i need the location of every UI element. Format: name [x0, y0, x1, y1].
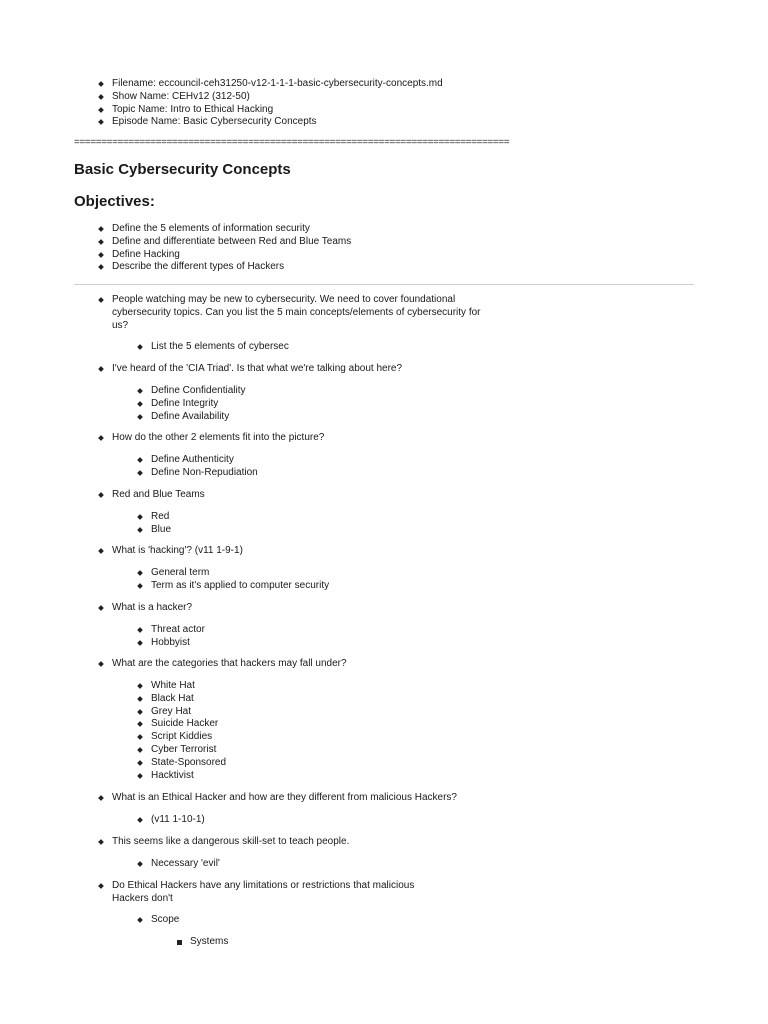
- question-item: [112, 880, 432, 906]
- sub-list: [151, 511, 171, 537]
- question-item: [112, 489, 492, 502]
- sub-item: Black Hat: [151, 693, 226, 706]
- sub-item: List the 5 elements of cybersec: [151, 341, 289, 352]
- sub-list: [151, 385, 246, 423]
- sub-item: Hobbyist: [151, 637, 205, 650]
- sub-item: Define Non-Repudiation: [151, 466, 258, 478]
- sub-item: Define Availability: [151, 411, 246, 424]
- sub-sub-item: Systems: [190, 936, 229, 947]
- sub-item: Define Authenticity: [151, 454, 258, 467]
- sub-item: Threat actor: [151, 624, 205, 635]
- question-item: [112, 294, 492, 332]
- question-item: [112, 545, 492, 558]
- question-text: Red and Blue Teams: [112, 489, 492, 502]
- question-item: [112, 363, 492, 376]
- question-text: Do Ethical Hackers have any limitations or restrictions that malicious Hackers don't: [112, 880, 432, 906]
- sub-item: Blue: [151, 523, 172, 535]
- objective-item: Define and differentiate between Red and Blue Teams: [112, 235, 352, 247]
- question-text: This seems like a dangerous skill-set to teach people.: [112, 836, 492, 849]
- question-text: How do the other 2 elements fit into the picture?: [112, 432, 492, 445]
- sub-item: Cyber Terrorist: [151, 744, 226, 757]
- question-text: I've heard of the 'CIA Triad'. Is that what we're talking about here?: [112, 363, 492, 376]
- sub-item: Define Integrity: [151, 398, 246, 411]
- sub-list: [151, 341, 289, 354]
- objectives-list: [112, 223, 351, 274]
- sub-list: [151, 914, 179, 927]
- page-title: Basic Cybersecurity Concepts: [74, 161, 291, 178]
- question-item: [112, 792, 492, 805]
- question-item: [112, 658, 492, 671]
- horizontal-rule: [74, 284, 694, 285]
- sub-item: Hacktivist: [151, 770, 226, 783]
- separator-line: ================================================================================: [74, 137, 510, 148]
- sub-item: Scope: [151, 914, 180, 925]
- metadata-episode-name: Episode Name: Basic Cybersecurity Concepts: [112, 116, 443, 129]
- metadata-show-name: Show Name: CEHv12 (312-50): [112, 91, 443, 104]
- objective-item: Define the 5 elements of information security: [112, 223, 351, 236]
- question-text: What is 'hacking'? (v11 1-9-1): [112, 545, 492, 558]
- sub-list: [151, 567, 329, 593]
- question-text: What are the categories that hackers may fall under?: [112, 658, 492, 671]
- sub-item: Term as it's applied to computer security: [151, 579, 330, 591]
- sub-list: [151, 454, 258, 480]
- sub-item: Suicide Hacker: [151, 718, 226, 731]
- objectives-heading: Objectives:: [74, 193, 155, 210]
- question-item: [112, 602, 492, 615]
- question-text: What is a hacker?: [112, 602, 492, 615]
- sub-item: White Hat: [151, 680, 226, 693]
- sub-item: (v11 1-10-1): [151, 814, 205, 825]
- sub-list: [151, 858, 220, 871]
- metadata-list: [112, 78, 443, 129]
- sub-list: [151, 624, 205, 650]
- question-item: [112, 432, 492, 445]
- sub-item: Red: [151, 511, 170, 522]
- sub-list: [151, 814, 205, 827]
- objective-item: Describe the different types of Hackers: [112, 261, 351, 274]
- sub-item: Necessary 'evil': [151, 858, 220, 869]
- sub-item: Define Confidentiality: [151, 385, 246, 396]
- sub-item: Script Kiddies: [151, 731, 226, 744]
- sub-item: State-Sponsored: [151, 756, 227, 768]
- question-text: People watching may be new to cybersecurity. We need to cover foundational cybersecurity topics. Can you list the 5 main concepts/elements of cybersecurity for us?: [112, 294, 492, 332]
- sub-item: General term: [151, 567, 329, 580]
- metadata-topic-name: Topic Name: Intro to Ethical Hacking: [112, 104, 443, 117]
- sub-sub-list: [190, 936, 228, 949]
- sub-list: [151, 680, 226, 782]
- question-text: What is an Ethical Hacker and how are they different from malicious Hackers?: [112, 792, 492, 805]
- objective-item: Define Hacking: [112, 249, 351, 262]
- question-item: [112, 836, 492, 849]
- metadata-filename: Filename: eccouncil-ceh31250-v12-1-1-1-basic-cybersecurity-concepts.md: [112, 78, 443, 89]
- sub-item: Grey Hat: [151, 706, 226, 719]
